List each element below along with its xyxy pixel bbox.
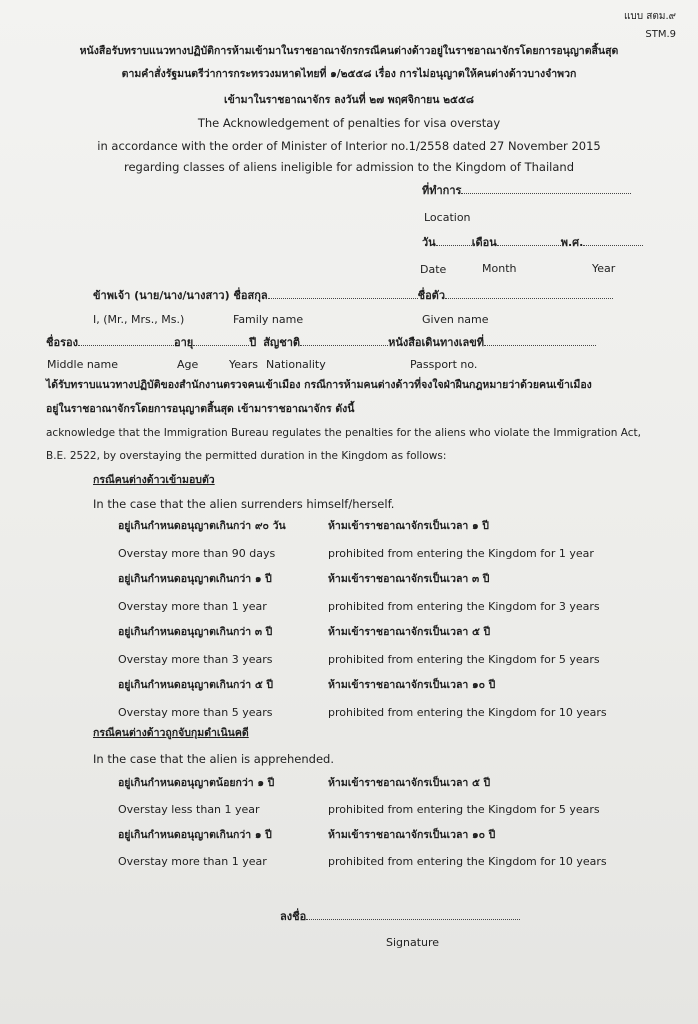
penalty-condition-en: Overstay more than 3 years — [118, 652, 273, 666]
penalty-condition-en: Overstay more than 1 year — [118, 599, 267, 613]
penalty-result-thai: ห้ามเข้าราชอาณาจักรเป็นเวลา ๕ ปี — [328, 626, 491, 638]
penalty-condition-thai: อยู่เกินกำหนดอนุญาตน้อยกว่า ๑ ปี — [118, 777, 275, 789]
header-en-line2: in accordance with the order of Minister of Interior no.1/2558 dated 27 November 2015 — [97, 139, 601, 153]
header-thai-line2: ตามคำสั่งรัฐมนตรีว่าการกระทรวงมหาดไทยที่ ๑/๒๕๕๘ เรื่อง การไม่อนุญาตให้คนต่างด้าวบางจำพวก — [121, 68, 577, 80]
signature-blank[interactable] — [306, 910, 520, 920]
penalty-condition-en: Overstay more than 1 year — [118, 855, 267, 868]
given-name-blank[interactable] — [445, 289, 613, 299]
header-thai-line3: เข้ามาในราชอาณาจักร ลงวันที่ ๒๗ พฤศจิกายน ๒๕๕๘ — [223, 94, 475, 106]
middle-name-label-en: Middle name — [47, 358, 119, 371]
form-code-en: STM.9 — [645, 29, 676, 40]
family-name-label-en: Family name — [233, 313, 304, 326]
acknowledge-en-line1: acknowledge that the Immigration Bureau regulates the penalties for the aliens who violate the Immigration Act, — [46, 427, 641, 439]
penalty-condition-en: Overstay more than 5 years — [118, 705, 273, 719]
penalty-condition-thai: อยู่เกินกำหนดอนุญาตเกินกว่า ๕ ปี — [118, 679, 274, 691]
day-blank[interactable] — [436, 236, 472, 246]
penalty-result-thai: ห้ามเข้าราชอาณาจักรเป็นเวลา ๑๐ ปี — [328, 829, 496, 841]
penalty-condition-thai: อยู่เกินกำหนดอนุญาตเกินกว่า ๑ ปี — [118, 829, 272, 841]
passport-label-en: Passport no. — [410, 358, 478, 371]
location-label-en: Location — [424, 211, 471, 224]
penalty-condition-thai: อยู่เกินกำหนดอนุญาตเกินกว่า ๙๐ วัน — [118, 520, 286, 532]
section1-title-en: In the case that the alien surrenders himself/herself. — [93, 497, 395, 511]
nationality-blank[interactable] — [300, 336, 388, 346]
month-blank[interactable] — [497, 236, 561, 246]
middle-name-blank[interactable] — [78, 336, 174, 346]
penalty-result-thai: ห้ามเข้าราชอาณาจักรเป็นเวลา ๑ ปี — [328, 520, 489, 532]
acknowledge-en-line2: B.E. 2522, by overstaying the permitted duration in the Kingdom as follows: — [46, 450, 447, 462]
penalty-condition-thai: อยู่เกินกำหนดอนุญาตเกินกว่า ๑ ปี — [118, 573, 272, 585]
location-label-thai: ที่ทำการ — [422, 184, 631, 197]
penalty-result-en: prohibited from entering the Kingdom for 10 years — [328, 855, 607, 868]
penalty-result-en: prohibited from entering the Kingdom for 3 years — [328, 599, 600, 613]
date-line-thai: วัน เดือน พ.ศ. — [422, 236, 643, 249]
family-name-blank[interactable] — [268, 289, 418, 299]
passport-blank[interactable] — [484, 336, 596, 346]
penalty-result-thai: ห้ามเข้าราชอาณาจักรเป็นเวลา ๕ ปี — [328, 777, 491, 789]
penalty-result-en: prohibited from entering the Kingdom for 5 years — [328, 652, 600, 666]
signature-label-en: Signature — [386, 936, 440, 949]
nationality-label-en: Nationality — [266, 358, 326, 371]
location-blank[interactable] — [461, 184, 631, 194]
signature-line: ลงชื่อ — [280, 910, 520, 923]
penalty-condition-en: Overstay less than 1 year — [118, 803, 260, 816]
penalty-result-en: prohibited from entering the Kingdom for 5 years — [328, 803, 600, 816]
penalty-result-thai: ห้ามเข้าราชอาณาจักรเป็นเวลา ๑๐ ปี — [328, 679, 496, 691]
age-blank[interactable] — [193, 336, 249, 346]
form-code-thai: แบบ สตม.๙ — [623, 11, 676, 22]
acknowledge-thai-line1: ได้รับทราบแนวทางปฏิบัติของสำนักงานตรวจคนเข้าเมือง กรณีการห้ามคนต่างด้าวที่จงใจฝ่าฝืนกฎหมายว่าด้วยคนเข้าเมือง — [46, 379, 592, 391]
date-label-en: Date — [420, 263, 447, 276]
month-label-en: Month — [482, 262, 517, 275]
given-name-label-en: Given name — [422, 313, 489, 326]
header-en-line3: regarding classes of aliens ineligible for admission to the Kingdom of Thailand — [123, 160, 575, 174]
penalty-condition-thai: อยู่เกินกำหนดอนุญาตเกินกว่า ๓ ปี — [118, 626, 273, 638]
header-thai-line1: หนังสือรับทราบแนวทางปฏิบัติการห้ามเข้ามาในราชอาณาจักรกรณีคนต่างด้าวอยู่ในราชอาณาจักรโดยการอนุญาตสิ้นสุด — [79, 45, 619, 57]
penalty-result-en: prohibited from entering the Kingdom for 10 years — [328, 705, 607, 719]
age-label-en: Age — [177, 358, 199, 371]
i-label-en: I, (Mr., Mrs., Ms.) — [93, 313, 185, 326]
year-blank[interactable] — [583, 236, 643, 246]
details-line-thai: ชื่อรอง อายุ ปี สัญชาติ หนังสือเดินทางเลขที่ — [46, 336, 596, 349]
section2-title-en: In the case that the alien is apprehended. — [93, 752, 334, 766]
year-label-en: Year — [592, 262, 616, 275]
name-line-thai: ข้าพเจ้า (นาย/นาง/นางสาว) ชื่อสกุล ชื่อตัว — [93, 289, 613, 302]
header-en-line1: The Acknowledgement of penalties for visa overstay — [197, 116, 501, 130]
penalty-result-thai: ห้ามเข้าราชอาณาจักรเป็นเวลา ๓ ปี — [328, 573, 490, 585]
section2-title-thai: กรณีคนต่างด้าวถูกจับกุมดำเนินคดี — [93, 727, 249, 739]
penalty-result-en: prohibited from entering the Kingdom for 1 year — [328, 546, 594, 560]
penalty-condition-en: Overstay more than 90 days — [118, 546, 276, 560]
years-label-en: Years — [229, 358, 259, 371]
section1-title-thai: กรณีคนต่างด้าวเข้ามอบตัว — [93, 474, 215, 486]
acknowledge-thai-line2: อยู่ในราชอาณาจักรโดยการอนุญาตสิ้นสุด เข้ามาราชอาณาจักร ดังนี้ — [46, 403, 355, 415]
